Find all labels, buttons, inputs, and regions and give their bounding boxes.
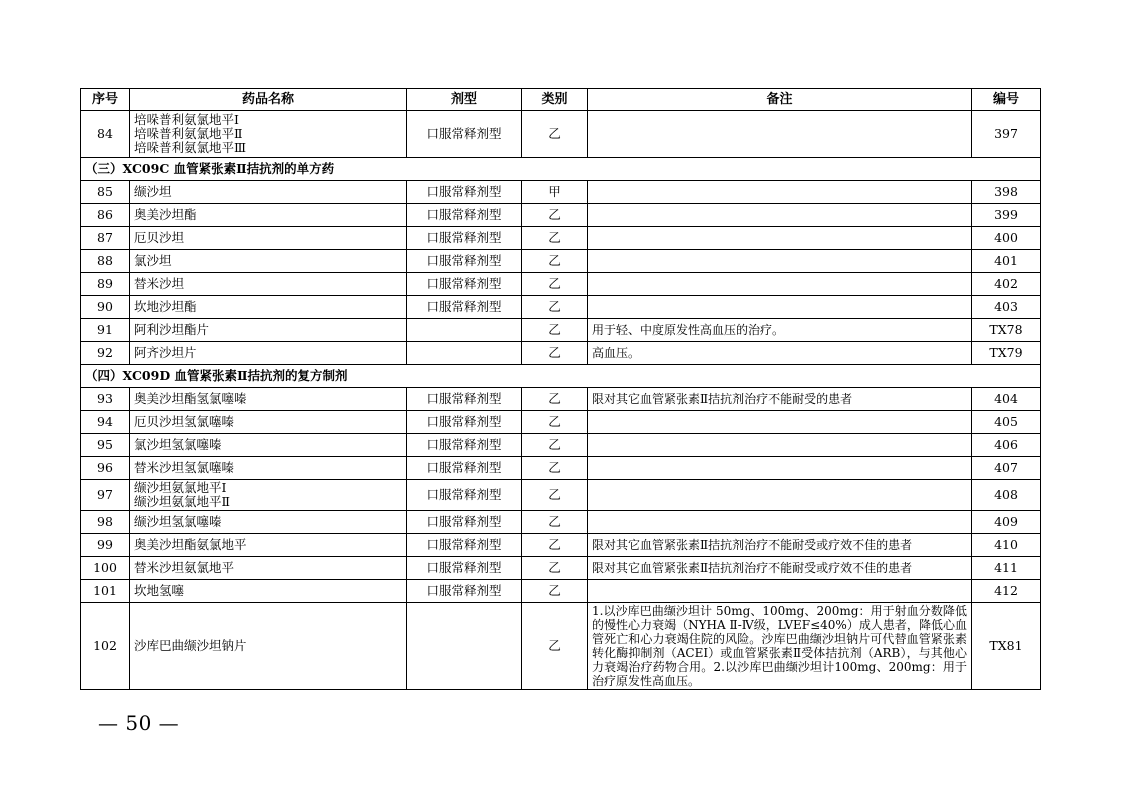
- cell-code: 408: [972, 480, 1041, 511]
- header-code: 编号: [972, 89, 1041, 111]
- drug-name-line: 坎地氢噻: [134, 583, 185, 598]
- cell-code: 398: [972, 181, 1041, 204]
- section-header-row: [81, 365, 1041, 388]
- drug-name-line: 奥美沙坦酯氨氯地平: [134, 537, 247, 552]
- cell-form: 口服常释剂型: [407, 296, 522, 319]
- cell-no: 96: [81, 457, 130, 480]
- cell-name: [130, 388, 407, 411]
- drug-name-line: 缬沙坦氨氯地平Ⅰ: [134, 480, 227, 495]
- cell-code: 403: [972, 296, 1041, 319]
- cell-category: 乙: [522, 511, 588, 534]
- table-row: [81, 434, 1041, 457]
- cell-name: [130, 319, 407, 342]
- cell-name: [130, 204, 407, 227]
- cell-no: 91: [81, 319, 130, 342]
- header-no: 序号: [81, 89, 130, 111]
- cell-name: [130, 250, 407, 273]
- cell-category: 乙: [522, 319, 588, 342]
- cell-code: 412: [972, 580, 1041, 603]
- section-title: （三）XC09C 血管紧张素Ⅱ拮抗剂的单方药: [81, 158, 1041, 181]
- table-row: [81, 181, 1041, 204]
- drug-name-line: 厄贝沙坦: [134, 230, 185, 245]
- cell-code: 397: [972, 111, 1041, 158]
- cell-no: 86: [81, 204, 130, 227]
- cell-remark: [588, 181, 972, 204]
- drug-name-line: 缬沙坦氨氯地平Ⅱ: [134, 494, 230, 509]
- table-row: [81, 557, 1041, 580]
- cell-form: [407, 342, 522, 365]
- cell-name: [130, 534, 407, 557]
- cell-no: 92: [81, 342, 130, 365]
- cell-form: 口服常释剂型: [407, 411, 522, 434]
- cell-category: 乙: [522, 296, 588, 319]
- cell-code: 407: [972, 457, 1041, 480]
- cell-no: 99: [81, 534, 130, 557]
- drug-name-line: 氯沙坦: [134, 253, 172, 268]
- cell-no: 85: [81, 181, 130, 204]
- table-row: [81, 580, 1041, 603]
- cell-no: 94: [81, 411, 130, 434]
- drug-name-line: 坎地沙坦酯: [134, 299, 197, 314]
- drug-name-line: 培哚普利氨氯地平Ⅱ: [134, 126, 243, 141]
- cell-remark: 高血压。: [588, 342, 972, 365]
- cell-remark: [588, 227, 972, 250]
- cell-name: [130, 580, 407, 603]
- table-row: [81, 534, 1041, 557]
- cell-no: 93: [81, 388, 130, 411]
- cell-no: 95: [81, 434, 130, 457]
- cell-remark: [588, 434, 972, 457]
- cell-form: [407, 319, 522, 342]
- cell-no: 102: [81, 603, 130, 690]
- cell-form: 口服常释剂型: [407, 457, 522, 480]
- cell-code: 400: [972, 227, 1041, 250]
- cell-form: 口服常释剂型: [407, 534, 522, 557]
- cell-remark: 用于轻、中度原发性高血压的治疗。: [588, 319, 972, 342]
- cell-remark: [588, 273, 972, 296]
- cell-name: [130, 411, 407, 434]
- cell-remark: [588, 204, 972, 227]
- cell-remark: [588, 111, 972, 158]
- cell-no: 90: [81, 296, 130, 319]
- table-row: [81, 111, 1041, 158]
- cell-category: 乙: [522, 534, 588, 557]
- cell-code: 402: [972, 273, 1041, 296]
- drug-name-line: 奥美沙坦酯氢氯噻嗪: [134, 391, 247, 406]
- cell-code: TX78: [972, 319, 1041, 342]
- cell-remark: [588, 250, 972, 273]
- section-title: （四）XC09D 血管紧张素Ⅱ拮抗剂的复方制剂: [81, 365, 1041, 388]
- drug-name-line: 氯沙坦氢氯噻嗪: [134, 437, 222, 452]
- cell-category: 乙: [522, 603, 588, 690]
- cell-remark: [588, 457, 972, 480]
- table-row: [81, 273, 1041, 296]
- cell-form: 口服常释剂型: [407, 227, 522, 250]
- table-body: [81, 111, 1041, 690]
- header-remark: 备注: [588, 89, 972, 111]
- cell-no: 98: [81, 511, 130, 534]
- cell-category: 甲: [522, 181, 588, 204]
- table-row: [81, 319, 1041, 342]
- cell-form: 口服常释剂型: [407, 273, 522, 296]
- table-row: [81, 603, 1041, 690]
- drug-name-line: 沙库巴曲缬沙坦钠片: [134, 638, 247, 653]
- cell-remark: [588, 580, 972, 603]
- table-row: [81, 250, 1041, 273]
- table-row: [81, 480, 1041, 511]
- drug-name-line: 缬沙坦氢氯噻嗪: [134, 514, 222, 529]
- cell-form: 口服常释剂型: [407, 181, 522, 204]
- cell-name: [130, 557, 407, 580]
- cell-remark: 限对其它血管紧张素Ⅱ拮抗剂治疗不能耐受或疗效不佳的患者: [588, 557, 972, 580]
- header-name: 药品名称: [130, 89, 407, 111]
- cell-name: [130, 342, 407, 365]
- cell-category: 乙: [522, 250, 588, 273]
- cell-remark: 1.以沙库巴曲缬沙坦计 50mg、100mg、200mg：用于射血分数降低的慢性心力衰竭（NYHA Ⅱ-Ⅳ级，LVEF≤40%）成人患者，降低心血管死亡和心力衰竭住院的风险。沙库巴曲缬沙坦钠片可代替血管紧张素转化酶抑制剂（ACEI）或血管紧张素Ⅱ受体拮抗剂（ARB），与其他心力衰竭治疗药物合用。2.以沙库巴曲缬沙坦计100mg、200mg：用于治疗原发性高血压。: [588, 603, 972, 690]
- drug-name-line: 替米沙坦氢氯噻嗪: [134, 460, 235, 475]
- cell-no: 84: [81, 111, 130, 158]
- cell-form: 口服常释剂型: [407, 511, 522, 534]
- cell-name: [130, 603, 407, 690]
- cell-form: 口服常释剂型: [407, 434, 522, 457]
- cell-name: [130, 434, 407, 457]
- table-row: [81, 204, 1041, 227]
- cell-name: [130, 480, 407, 511]
- cell-category: 乙: [522, 480, 588, 511]
- section-header-row: [81, 158, 1041, 181]
- cell-form: 口服常释剂型: [407, 111, 522, 158]
- cell-remark: [588, 411, 972, 434]
- drug-name-line: 替米沙坦: [134, 276, 185, 291]
- cell-name: [130, 296, 407, 319]
- header-form: 剂型: [407, 89, 522, 111]
- cell-no: 87: [81, 227, 130, 250]
- cell-code: 401: [972, 250, 1041, 273]
- cell-no: 101: [81, 580, 130, 603]
- cell-no: 88: [81, 250, 130, 273]
- cell-category: 乙: [522, 434, 588, 457]
- cell-category: 乙: [522, 411, 588, 434]
- table-header-row: [81, 89, 1041, 111]
- cell-name: [130, 457, 407, 480]
- drug-name-line: 奥美沙坦酯: [134, 207, 197, 222]
- cell-no: 100: [81, 557, 130, 580]
- header-category: 类别: [522, 89, 588, 111]
- drug-name-line: 缬沙坦: [134, 184, 172, 199]
- cell-code: 405: [972, 411, 1041, 434]
- cell-form: 口服常释剂型: [407, 480, 522, 511]
- cell-no: 89: [81, 273, 130, 296]
- cell-category: 乙: [522, 580, 588, 603]
- cell-remark: 限对其它血管紧张素Ⅱ拮抗剂治疗不能耐受或疗效不佳的患者: [588, 534, 972, 557]
- table-row: [81, 457, 1041, 480]
- cell-category: 乙: [522, 457, 588, 480]
- table-row: [81, 511, 1041, 534]
- cell-code: 406: [972, 434, 1041, 457]
- cell-remark: [588, 296, 972, 319]
- cell-code: TX81: [972, 603, 1041, 690]
- drug-catalog-table: [80, 88, 1041, 690]
- cell-name: [130, 273, 407, 296]
- cell-remark: 限对其它血管紧张素Ⅱ拮抗剂治疗不能耐受的患者: [588, 388, 972, 411]
- cell-category: 乙: [522, 273, 588, 296]
- cell-category: 乙: [522, 111, 588, 158]
- cell-form: 口服常释剂型: [407, 557, 522, 580]
- cell-category: 乙: [522, 388, 588, 411]
- cell-name: [130, 511, 407, 534]
- drug-name-line: 厄贝沙坦氢氯噻嗪: [134, 414, 235, 429]
- cell-code: 411: [972, 557, 1041, 580]
- table-row: [81, 227, 1041, 250]
- cell-name: [130, 111, 407, 158]
- table-row: [81, 388, 1041, 411]
- cell-category: 乙: [522, 227, 588, 250]
- cell-category: 乙: [522, 557, 588, 580]
- cell-code: 409: [972, 511, 1041, 534]
- cell-remark: [588, 480, 972, 511]
- table-row: [81, 342, 1041, 365]
- cell-no: 97: [81, 480, 130, 511]
- cell-remark: [588, 511, 972, 534]
- cell-category: 乙: [522, 342, 588, 365]
- cell-name: [130, 227, 407, 250]
- cell-code: 410: [972, 534, 1041, 557]
- cell-code: TX79: [972, 342, 1041, 365]
- drug-name-line: 培哚普利氨氯地平Ⅲ: [134, 140, 247, 155]
- cell-form: 口服常释剂型: [407, 250, 522, 273]
- table-row: [81, 411, 1041, 434]
- cell-form: 口服常释剂型: [407, 580, 522, 603]
- drug-name-line: 阿齐沙坦片: [134, 345, 197, 360]
- cell-form: [407, 603, 522, 690]
- cell-code: 399: [972, 204, 1041, 227]
- page-number: — 50 —: [98, 711, 180, 735]
- drug-name-line: 培哚普利氨氯地平Ⅰ: [134, 112, 239, 127]
- table-row: [81, 296, 1041, 319]
- cell-form: 口服常释剂型: [407, 204, 522, 227]
- cell-category: 乙: [522, 204, 588, 227]
- drug-name-line: 阿利沙坦酯片: [134, 322, 210, 337]
- cell-form: 口服常释剂型: [407, 388, 522, 411]
- cell-code: 404: [972, 388, 1041, 411]
- cell-name: [130, 181, 407, 204]
- drug-name-line: 替米沙坦氨氯地平: [134, 560, 235, 575]
